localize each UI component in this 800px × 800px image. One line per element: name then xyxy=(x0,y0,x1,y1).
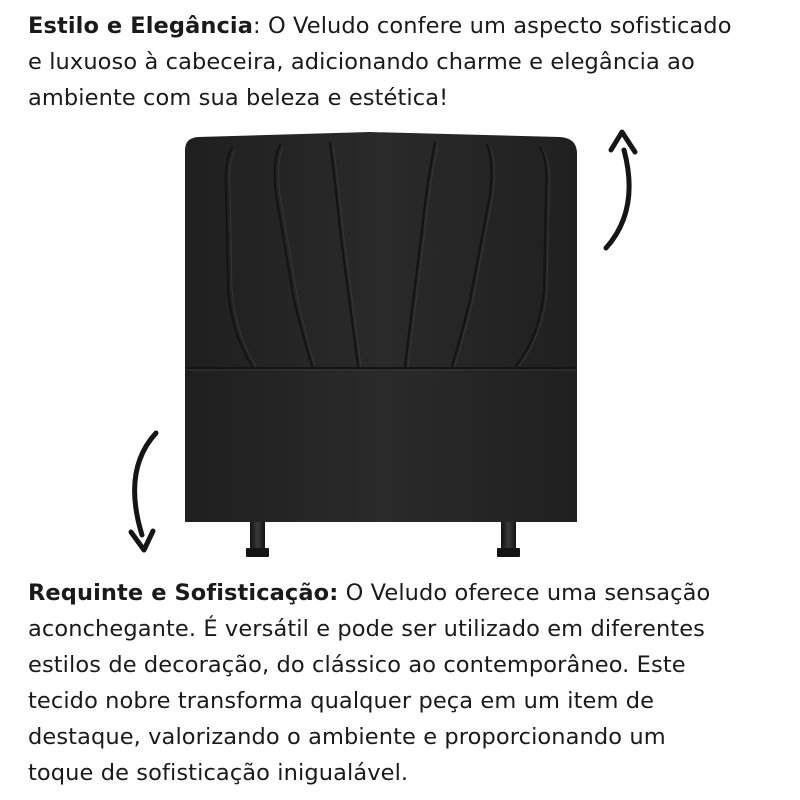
section-bottom-line-5: destaque, valorizando o ambiente e proporcionando um xyxy=(28,724,666,750)
left-leg-foot xyxy=(246,548,269,557)
section-bottom-line-6: toque de sofisticação inigualável. xyxy=(28,760,409,786)
section-bottom-text-1: O Veludo oferece uma sensação xyxy=(338,580,711,606)
curved-arrow-down-icon xyxy=(131,433,156,550)
left-leg xyxy=(250,520,265,550)
section-bottom-line-2: aconchegante. É versátil e pode ser utilizado em diferentes xyxy=(28,616,705,642)
section-bottom-line-3: estilos de decoração, do clássico ao contemporâneo. Este xyxy=(28,652,686,678)
headboard-legs xyxy=(246,520,520,557)
section-bottom-heading: Requinte e Sofisticação: xyxy=(28,580,339,606)
section-top-line-2: e luxuoso à cabeceira, adicionando charme e elegância ao xyxy=(28,49,695,75)
section-top-heading: Estilo e Elegância xyxy=(28,13,254,39)
right-leg-foot xyxy=(497,548,520,557)
headboard-body xyxy=(185,132,577,522)
curved-arrow-up-icon xyxy=(606,132,635,248)
section-top-text-1: : O Veludo confere um aspecto sofisticado xyxy=(253,13,732,39)
section-bottom-paragraph xyxy=(28,575,710,791)
section-top-line-3: ambiente com sua beleza e estética! xyxy=(28,85,449,111)
section-bottom-line-4: tecido nobre transforma qualquer peça em um item de xyxy=(28,688,655,714)
section-bottom-line-1 xyxy=(28,575,710,611)
right-leg xyxy=(501,520,516,550)
